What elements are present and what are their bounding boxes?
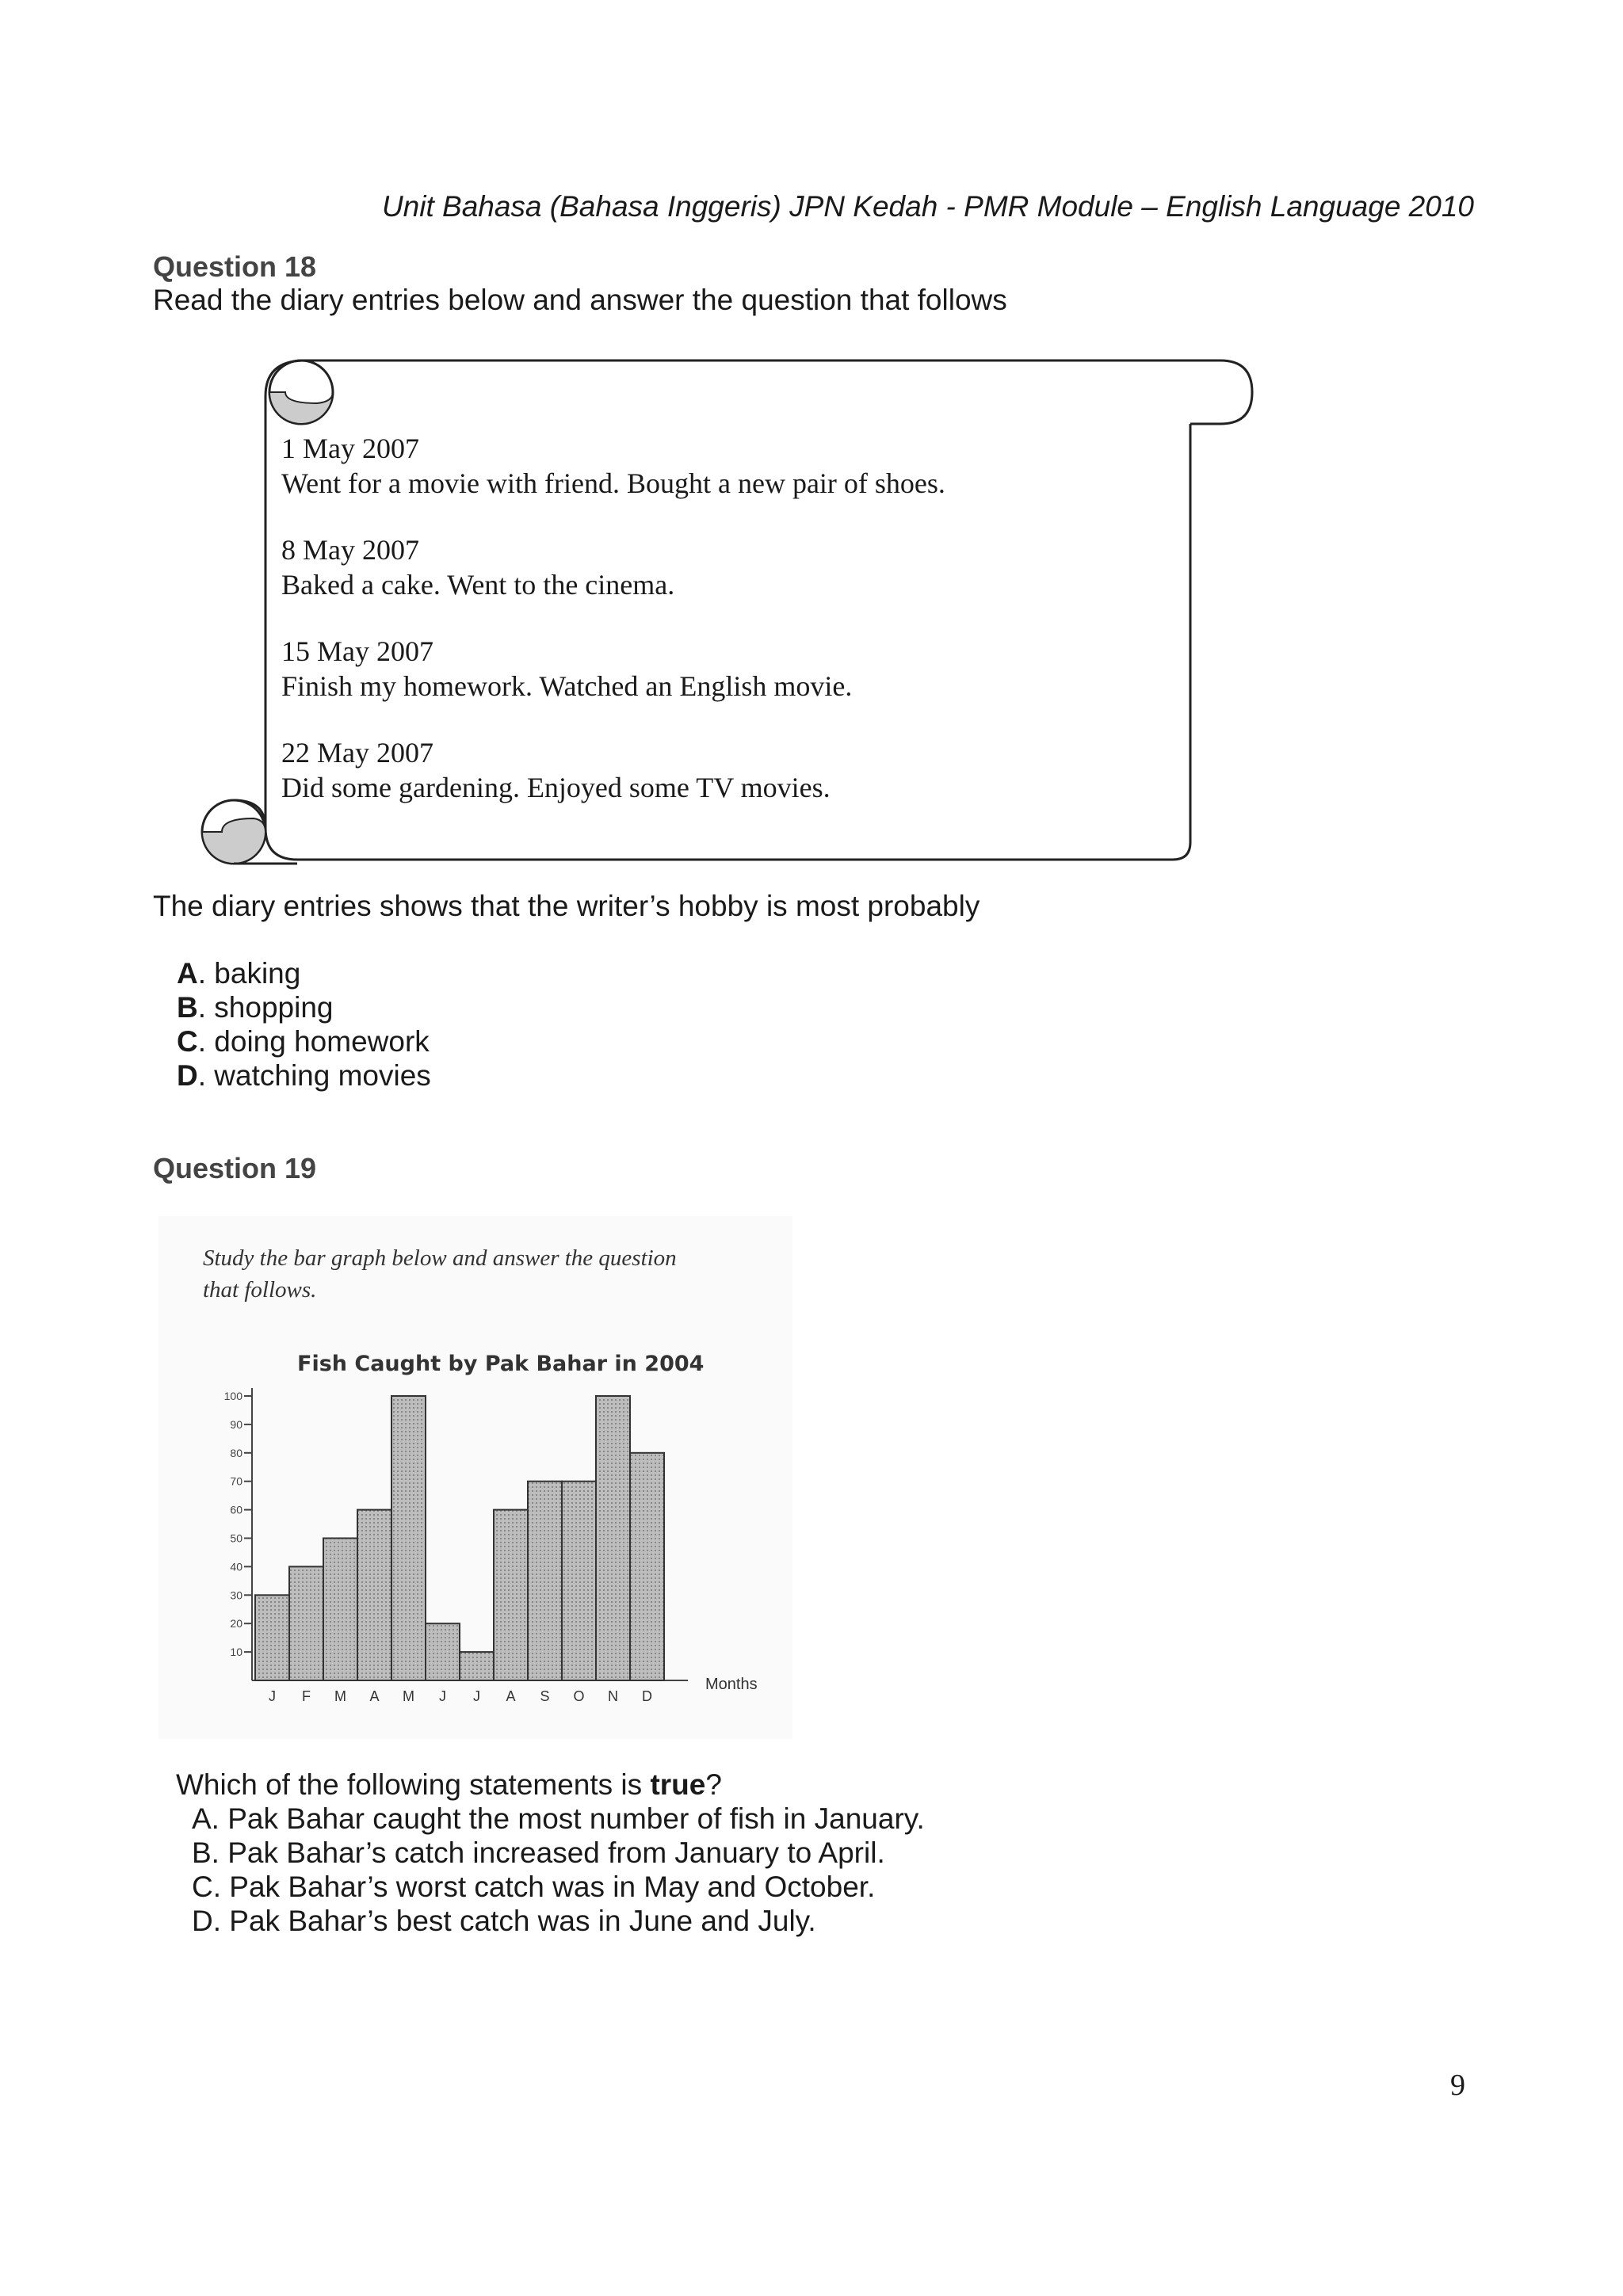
y-tick-label: 20 bbox=[230, 1617, 242, 1630]
option-a[interactable]: A. baking bbox=[177, 957, 301, 990]
option-d[interactable]: D. watching movies bbox=[177, 1059, 431, 1092]
statement-d[interactable]: D. Pak Bahar’s best catch was in June and July. bbox=[192, 1905, 816, 1937]
bar-6 bbox=[426, 1623, 460, 1680]
diary-date: 15 May 2007 bbox=[281, 635, 433, 667]
question-18-options bbox=[177, 956, 431, 1093]
chart-instruction-line1: Study the bar graph below and answer the question bbox=[203, 1245, 677, 1271]
bar-11 bbox=[596, 1396, 630, 1680]
x-tick-label: N bbox=[608, 1688, 618, 1704]
scroll-curl-bottom-icon bbox=[202, 818, 265, 864]
page-header: Unit Bahasa (Bahasa Inggeris) JPN Kedah - PMR Module – English Language 2010 bbox=[381, 190, 1474, 223]
scroll-curl-top-icon bbox=[269, 392, 333, 424]
bar-7 bbox=[460, 1652, 494, 1680]
x-tick-label: M bbox=[334, 1688, 346, 1704]
question-19-prompt: Which of the following statements is true? bbox=[176, 1768, 722, 1801]
chart-instruction-line2: that follows. bbox=[203, 1277, 317, 1302]
question-19-statements bbox=[192, 1802, 925, 1938]
y-tick-label: 30 bbox=[230, 1589, 242, 1602]
y-tick-label: 50 bbox=[230, 1531, 242, 1545]
x-tick-label: A bbox=[506, 1688, 516, 1704]
question-18-title: Question 18 bbox=[153, 250, 317, 283]
question-18-instruction: Read the diary entries below and answer the question that follows bbox=[153, 284, 1007, 316]
x-tick-label: O bbox=[573, 1688, 585, 1704]
x-tick-label: J bbox=[473, 1688, 480, 1704]
bar-9 bbox=[528, 1482, 562, 1680]
page-number: 9 bbox=[1450, 2069, 1465, 2102]
diary-entry bbox=[281, 735, 1153, 805]
diary-date: 1 May 2007 bbox=[281, 433, 419, 464]
x-tick-label: M bbox=[403, 1688, 414, 1704]
option-b[interactable]: B. shopping bbox=[177, 991, 334, 1024]
diary-text: Did some gardening. Enjoyed some TV movies. bbox=[281, 772, 831, 803]
bar-8 bbox=[494, 1510, 528, 1680]
statement-c[interactable]: C. Pak Bahar’s worst catch was in May and October. bbox=[192, 1871, 876, 1903]
diary-date: 22 May 2007 bbox=[281, 737, 433, 769]
bar-3 bbox=[323, 1539, 357, 1681]
bar-12 bbox=[630, 1453, 664, 1680]
chart-title: Fish Caught by Pak Bahar in 2004 bbox=[297, 1352, 705, 1376]
diary-text: Finish my homework. Watched an English movie. bbox=[281, 670, 853, 702]
bar-10 bbox=[562, 1482, 596, 1680]
diary-entry bbox=[281, 634, 1153, 704]
diary-text: Went for a movie with friend. Bought a new pair of shoes. bbox=[281, 467, 945, 499]
x-tick-label: D bbox=[642, 1688, 652, 1704]
x-tick-label: A bbox=[369, 1688, 380, 1704]
bar-5 bbox=[391, 1396, 426, 1680]
y-tick-label: 100 bbox=[223, 1390, 242, 1402]
y-tick-label: 60 bbox=[230, 1503, 242, 1516]
bar-4 bbox=[357, 1510, 391, 1680]
y-tick-label: 80 bbox=[230, 1446, 242, 1459]
bar-1 bbox=[255, 1595, 289, 1680]
option-c[interactable]: C. doing homework bbox=[177, 1025, 430, 1058]
x-tick-label: J bbox=[439, 1688, 446, 1704]
x-axis-label: Months bbox=[705, 1676, 758, 1693]
y-tick-label: 40 bbox=[230, 1560, 242, 1573]
x-tick-label: J bbox=[269, 1688, 276, 1704]
x-tick-label: S bbox=[540, 1688, 550, 1704]
y-tick-label: 90 bbox=[230, 1417, 242, 1431]
statement-b[interactable]: B. Pak Bahar’s catch increased from January to April. bbox=[192, 1836, 885, 1869]
diary-entries bbox=[281, 431, 1153, 805]
bar-2 bbox=[289, 1566, 323, 1680]
x-tick-label: F bbox=[302, 1688, 311, 1704]
statement-a[interactable]: A. Pak Bahar caught the most number of fish in January. bbox=[192, 1802, 925, 1835]
diary-entry bbox=[281, 532, 1153, 602]
diary-entry bbox=[281, 431, 1153, 501]
question-18-prompt: The diary entries shows that the writer’s hobby is most probably bbox=[153, 890, 980, 922]
diary-text: Baked a cake. Went to the cinema. bbox=[281, 569, 675, 601]
fish-bar-chart bbox=[158, 1216, 792, 1739]
y-tick-label: 70 bbox=[230, 1474, 242, 1488]
y-tick-label: 10 bbox=[230, 1646, 242, 1659]
question-19-title: Question 19 bbox=[153, 1152, 317, 1184]
diary-date: 8 May 2007 bbox=[281, 534, 419, 566]
